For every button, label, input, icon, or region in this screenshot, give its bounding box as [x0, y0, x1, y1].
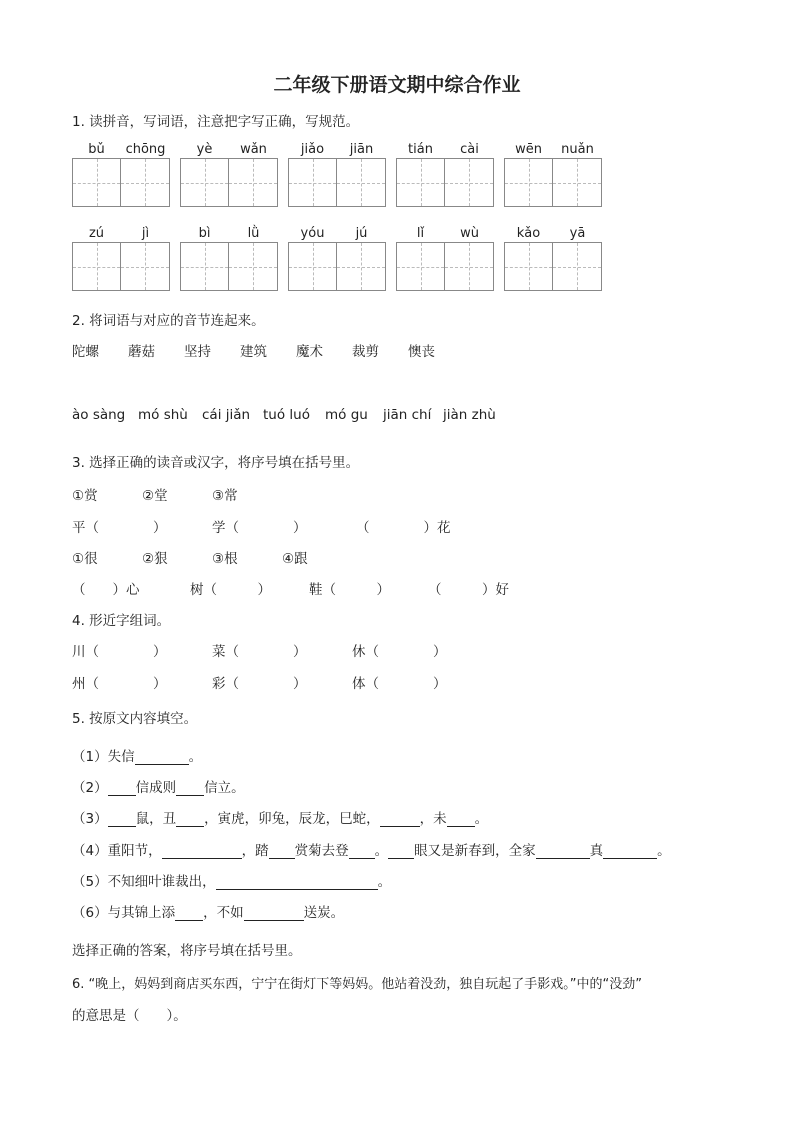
fill-blank[interactable] — [216, 875, 378, 890]
option-item: ②堂 — [142, 488, 168, 504]
line-text: （3） — [72, 811, 108, 827]
line-text: 送炭。 — [303, 905, 345, 921]
writing-cell[interactable] — [396, 158, 445, 207]
pinyin-label: wù — [460, 226, 479, 241]
option-item: ①很 — [72, 551, 98, 567]
answer-blank[interactable]: 彩（ ） — [212, 676, 307, 692]
option-item: ④跟 — [282, 551, 308, 567]
answer-blank[interactable]: （ ）心 — [72, 582, 140, 598]
option-item: ②狠 — [142, 551, 168, 567]
tianzige-pair — [504, 226, 602, 306]
pinyin-label: lǜ — [247, 226, 260, 241]
line-text: （4）重阳节， — [72, 843, 162, 859]
q5-line-4 — [72, 839, 671, 859]
writing-cell[interactable] — [445, 158, 494, 207]
writing-cell[interactable] — [553, 158, 602, 207]
pinyin-label: bǔ — [88, 142, 105, 157]
option-item: ③根 — [212, 551, 238, 567]
pinyin-item[interactable]: jiàn zhù — [443, 407, 496, 423]
answer-blank[interactable]: 学（ ） — [212, 520, 307, 536]
tianzige-pair — [288, 142, 386, 222]
fill-blank[interactable] — [162, 844, 242, 859]
line-text: ，不如 — [203, 905, 244, 921]
line-text: 。 — [377, 874, 392, 890]
fill-blank[interactable] — [269, 844, 295, 859]
tianzige-pair — [72, 142, 170, 222]
pinyin-label: jú — [355, 226, 368, 241]
writing-cell[interactable] — [553, 242, 602, 291]
tianzige-pair — [72, 226, 170, 306]
line-text: 。 — [657, 843, 671, 859]
writing-cell[interactable] — [180, 242, 229, 291]
answer-blank[interactable]: 树（ ） — [190, 582, 271, 598]
pinyin-label: zú — [88, 226, 105, 241]
answer-blank[interactable]: （ ）好 — [428, 582, 509, 598]
section-instruction: 选择正确的答案，将序号填在括号里。 — [72, 943, 302, 959]
pinyin-item[interactable]: mó shù — [138, 407, 188, 423]
pinyin-item[interactable]: mó gu — [325, 407, 368, 423]
line-text: （5）不知细叶谁裁出， — [72, 874, 216, 890]
q5-line-6 — [72, 901, 344, 921]
line-text: 眼又是新春到，全家 — [414, 843, 536, 859]
word-item[interactable]: 蘑菇 — [128, 344, 155, 360]
fill-blank[interactable] — [388, 844, 414, 859]
writing-cell[interactable] — [121, 242, 170, 291]
fill-blank[interactable] — [603, 844, 657, 859]
tianzige-pair — [396, 142, 494, 222]
q4-heading: 4. 形近字组词。 — [72, 613, 171, 629]
answer-blank[interactable]: 鞋（ ） — [309, 582, 390, 598]
writing-cell[interactable] — [288, 158, 337, 207]
pinyin-label: yā — [569, 226, 586, 241]
word-item[interactable]: 懊丧 — [408, 344, 435, 360]
answer-blank[interactable]: 州（ ） — [72, 676, 167, 692]
tianzige-pair — [180, 142, 278, 222]
fill-blank[interactable] — [244, 906, 304, 921]
pinyin-label: wǎn — [240, 142, 267, 157]
answer-blank[interactable]: （ ）花 — [356, 520, 451, 536]
pinyin-label: jì — [141, 226, 150, 241]
line-text: 真 — [589, 843, 604, 859]
q3-heading: 3. 选择正确的读音或汉字，将序号填在括号里。 — [72, 455, 360, 471]
q5-line-3 — [72, 807, 488, 827]
answer-blank[interactable]: 体（ ） — [352, 676, 447, 692]
fill-blank[interactable] — [176, 781, 204, 796]
writing-cell[interactable] — [121, 158, 170, 207]
tianzige-pair — [396, 226, 494, 306]
fill-blank[interactable] — [108, 781, 136, 796]
tianzige-pair — [180, 226, 278, 306]
pinyin-label: yóu — [300, 226, 325, 241]
q6-line-2[interactable]: 的意思是（ ）。 — [72, 1008, 187, 1024]
tianzige-pair — [504, 142, 602, 222]
word-item[interactable]: 裁剪 — [352, 344, 379, 360]
word-item[interactable]: 坚持 — [184, 344, 211, 360]
word-item[interactable]: 陀螺 — [72, 344, 99, 360]
q1-heading: 1. 读拼音，写词语，注意把字写正确，写规范。 — [72, 114, 360, 130]
pinyin-label: lǐ — [416, 226, 425, 241]
tianzige-row-2 — [72, 226, 612, 306]
answer-blank[interactable]: 休（ ） — [352, 644, 447, 660]
pinyin-label: chōng — [125, 142, 166, 157]
writing-cell[interactable] — [396, 242, 445, 291]
writing-cell[interactable] — [72, 242, 121, 291]
q5-line-5 — [72, 870, 391, 890]
page-title: 二年级下册语文期中综合作业 — [273, 74, 521, 96]
answer-blank[interactable]: 川（ ） — [72, 644, 167, 660]
tianzige-row-1 — [72, 142, 612, 222]
fill-blank[interactable] — [135, 750, 189, 765]
pinyin-label: bì — [198, 226, 211, 241]
line-text: 。 — [374, 843, 389, 859]
option-item: ①赏 — [72, 488, 98, 504]
pinyin-label: tián — [408, 142, 433, 157]
answer-blank[interactable]: 平（ ） — [72, 520, 167, 536]
line-text: ，未 — [419, 811, 447, 827]
line-text: （1）失信 — [72, 749, 135, 765]
fill-blank[interactable] — [349, 844, 375, 859]
pinyin-item[interactable]: tuó luó — [263, 407, 310, 423]
answer-blank[interactable]: 菜（ ） — [212, 644, 307, 660]
pinyin-label: nuǎn — [561, 142, 594, 157]
tianzige-pair — [288, 226, 386, 306]
fill-blank[interactable] — [536, 844, 590, 859]
line-text: ，踏 — [241, 843, 269, 859]
option-item: ③常 — [212, 488, 238, 504]
fill-blank[interactable] — [175, 906, 203, 921]
writing-cell[interactable] — [72, 158, 121, 207]
pinyin-item[interactable]: ào sàng — [72, 407, 126, 423]
writing-cell[interactable] — [337, 158, 386, 207]
line-text: 赏菊去登 — [294, 843, 349, 859]
pinyin-label: cài — [460, 142, 479, 157]
line-text: （2） — [72, 780, 108, 796]
q6-line-1: 6. “晚上，妈妈到商店买东西，宁宁在街灯下等妈妈。他站着没劲，独自玩起了手影戏。”中的“没劲” — [72, 977, 642, 992]
line-text: （6）与其锦上添 — [72, 905, 176, 921]
q5-line-2 — [72, 776, 245, 796]
fill-blank[interactable] — [447, 812, 475, 827]
pinyin-label: jiān — [349, 142, 374, 157]
writing-cell[interactable] — [504, 158, 553, 207]
line-text: 鼠，丑 — [135, 811, 177, 827]
pinyin-label: kǎo — [516, 226, 541, 241]
pinyin-label: yè — [196, 142, 213, 157]
line-text: 信成则 — [135, 780, 177, 796]
writing-cell[interactable] — [337, 242, 386, 291]
fill-blank[interactable] — [108, 812, 136, 827]
q5-heading: 5. 按原文内容填空。 — [72, 711, 198, 727]
word-item[interactable]: 建筑 — [240, 344, 267, 360]
line-text: 。 — [474, 811, 489, 827]
writing-cell[interactable] — [445, 242, 494, 291]
writing-cell[interactable] — [180, 158, 229, 207]
word-item[interactable]: 魔术 — [296, 344, 323, 360]
fill-blank[interactable] — [176, 812, 204, 827]
q2-heading: 2. 将词语与对应的音节连起来。 — [72, 313, 265, 329]
writing-cell[interactable] — [504, 242, 553, 291]
line-text: 。 — [188, 749, 203, 765]
fill-blank[interactable] — [380, 812, 420, 827]
writing-cell[interactable] — [288, 242, 337, 291]
pinyin-item[interactable]: cái jiǎn — [202, 407, 251, 423]
line-text: 信立。 — [204, 780, 245, 796]
pinyin-label: wēn — [515, 142, 542, 157]
line-text: ，寅虎，卯兔，辰龙，巳蛇， — [204, 811, 380, 827]
writing-cell[interactable] — [229, 242, 278, 291]
pinyin-label: jiǎo — [300, 142, 325, 157]
q5-line-1 — [72, 745, 202, 765]
pinyin-item[interactable]: jiān chí — [383, 407, 432, 423]
writing-cell[interactable] — [229, 158, 278, 207]
